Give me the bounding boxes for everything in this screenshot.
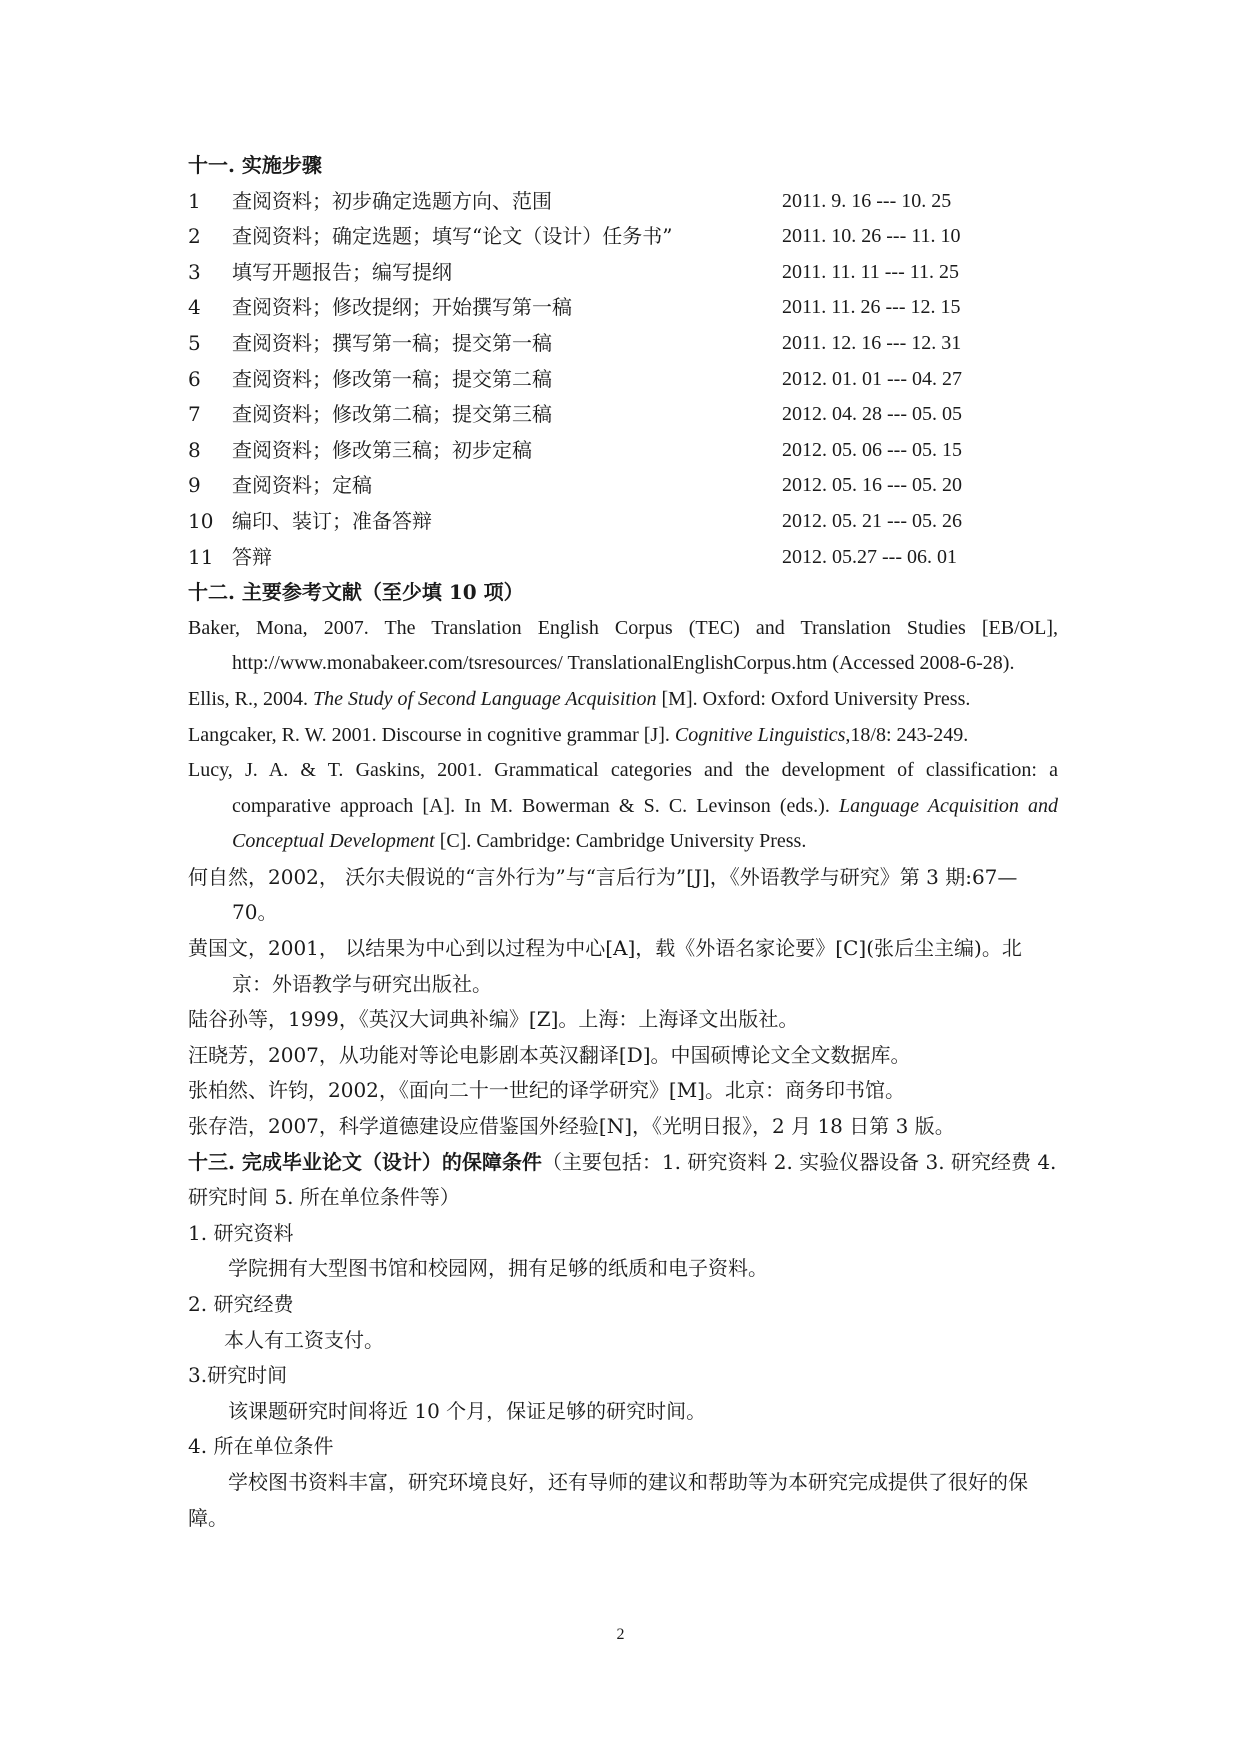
step-no: 11 bbox=[188, 544, 214, 569]
step-desc: 查阅资料；修改第一稿；提交第二稿 bbox=[232, 366, 552, 391]
step-row bbox=[188, 255, 1058, 291]
step-date: 2011. 11. 26 --- 12. 15 bbox=[782, 296, 961, 319]
page-number: 2 bbox=[616, 1626, 625, 1643]
condition-body: 学校图书资料丰富，研究环境良好，还有导师的建议和帮助等为本研究完成提供了很好的保障。 bbox=[188, 1469, 1028, 1530]
step-desc: 查阅资料；修改第二稿；提交第三稿 bbox=[232, 402, 552, 427]
step-row bbox=[188, 504, 1058, 540]
condition-body: 学院拥有大型图书馆和校园网，拥有足够的纸质和电子资料。 bbox=[228, 1256, 768, 1281]
step-no: 5 bbox=[188, 330, 201, 355]
reference-langcaker: Langcaker, R. W. 2001. Discourse in cognitive grammar [J]. Cognitive Linguistics,18/8: 243-249. bbox=[188, 723, 969, 746]
step-no: 9 bbox=[188, 473, 201, 498]
step-desc: 填写开题报告；编写提纲 bbox=[232, 259, 452, 284]
step-no: 4 bbox=[188, 295, 201, 320]
step-no: 3 bbox=[188, 259, 201, 284]
reference-wang: 汪晓芳，2007，从功能对等论电影剧本英汉翻译[D]。中国硕博论文全文数据库。 bbox=[188, 1042, 911, 1067]
condition-heading: 2. 研究经费 bbox=[188, 1292, 294, 1316]
step-desc: 查阅资料；修改第三稿；初步定稿 bbox=[232, 437, 532, 462]
step-desc: 查阅资料；定稿 bbox=[232, 473, 372, 498]
reference-baker: Baker, Mona, 2007. The Translation English Corpus (TEC) and Translation Studies [EB/OL], http://www.monabakeer.com/tsresources/ TranslationalEnglishCorpus.htm (Accessed 2008-6-28). bbox=[188, 616, 1058, 675]
step-date: 2011. 12. 16 --- 12. 31 bbox=[782, 331, 962, 354]
reference-lu: 陆谷孙等，1999，《英汉大词典补编》[Z]。上海：上海译文出版社。 bbox=[188, 1007, 799, 1032]
step-list bbox=[188, 184, 1058, 576]
section-13-heading bbox=[188, 1145, 1058, 1216]
reference-lucy: Lucy, J. A. & T. Gaskins, 2001. Grammatical categories and the development of classification: a comparative approach [A]. In M. Bowerman & S. C. Levinson (eds.). Language Acquisition and Conceptual Development [C]. Cambridge: Cambridge University Press. bbox=[188, 759, 1058, 853]
step-no: 6 bbox=[188, 366, 201, 391]
step-row bbox=[188, 326, 1058, 362]
condition-body: 本人有工资支付。 bbox=[224, 1327, 384, 1352]
section-13-title: 十三. 完成毕业论文（设计）的保障条件 bbox=[188, 1149, 542, 1174]
step-no: 2 bbox=[188, 224, 201, 249]
section-11-title: 十一. 实施步骤 bbox=[188, 153, 322, 177]
reference-ellis: Ellis, R., 2004. The Study of Second Language Acquisition [M]. Oxford: Oxford University Press. bbox=[188, 687, 971, 710]
step-desc: 答辩 bbox=[232, 544, 272, 569]
step-row bbox=[188, 184, 1058, 220]
condition-list bbox=[188, 1216, 1058, 1536]
step-date: 2012. 05.27 --- 06. 01 bbox=[782, 545, 957, 568]
step-desc: 编印、装订；准备答辩 bbox=[232, 508, 432, 533]
step-desc: 查阅资料；修改提纲；开始撰写第一稿 bbox=[232, 295, 572, 320]
step-date: 2012. 04. 28 --- 05. 05 bbox=[782, 403, 962, 426]
section-13-note: （主要包括：1. 研究资料 2. 实验仪器设备 3. 研究经费 4. 研究时间 5. 所在单位条件等） bbox=[188, 1149, 1057, 1210]
condition-heading: 4. 所在单位条件 bbox=[188, 1434, 334, 1459]
step-no: 1 bbox=[188, 188, 201, 213]
condition-body: 该课题研究时间将近 10 个月，保证足够的研究时间。 bbox=[228, 1398, 707, 1423]
step-row bbox=[188, 433, 1058, 469]
reference-he: 何自然，2002， 沃尔夫假说的“言外行为”与“言后行为”[J]，《外语教学与研究》第 3 期:67—70。 bbox=[188, 864, 1018, 925]
step-date: 2011. 9. 16 --- 10. 25 bbox=[782, 189, 952, 212]
step-row bbox=[188, 219, 1058, 255]
step-date: 2011. 10. 26 --- 11. 10 bbox=[782, 225, 961, 248]
document-body bbox=[188, 148, 1058, 1536]
condition-heading: 1. 研究资料 bbox=[188, 1220, 294, 1245]
step-desc: 查阅资料；撰写第一稿；提交第一稿 bbox=[232, 330, 552, 355]
reference-zhang-cunhao: 张存浩，2007，科学道德建设应借鉴国外经验[N]，《光明日报》，2 月 18 日第 3 版。 bbox=[188, 1114, 955, 1139]
step-row bbox=[188, 540, 1058, 576]
step-no: 8 bbox=[188, 437, 201, 462]
step-date: 2012. 05. 21 --- 05. 26 bbox=[782, 509, 962, 532]
reference-zhang-bairan: 张柏然、许钧，2002，《面向二十一世纪的译学研究》[M]。北京：商务印书馆。 bbox=[188, 1078, 905, 1103]
step-row bbox=[188, 362, 1058, 398]
step-desc: 查阅资料；初步确定选题方向、范围 bbox=[232, 188, 552, 213]
condition-heading: 3.研究时间 bbox=[188, 1363, 288, 1388]
step-date: 2012. 05. 06 --- 05. 15 bbox=[782, 438, 962, 461]
step-desc: 查阅资料；确定选题；填写“论文（设计）任务书” bbox=[232, 224, 673, 249]
step-no: 7 bbox=[188, 402, 201, 427]
step-row bbox=[188, 290, 1058, 326]
step-row bbox=[188, 397, 1058, 433]
reference-huang: 黄国文，2001， 以结果为中心到以过程为中心[A]，载《外语名家论要》[C](张后尘主编)。北京：外语教学与研究出版社。 bbox=[188, 936, 1022, 996]
step-no: 10 bbox=[188, 508, 214, 533]
step-date: 2012. 01. 01 --- 04. 27 bbox=[782, 367, 962, 390]
step-row bbox=[188, 468, 1058, 504]
step-date: 2011. 11. 11 --- 11. 25 bbox=[782, 260, 960, 283]
section-12-title: 十二. 主要参考文献（至少填 10 项） bbox=[188, 580, 524, 605]
step-date: 2012. 05. 16 --- 05. 20 bbox=[782, 474, 962, 497]
